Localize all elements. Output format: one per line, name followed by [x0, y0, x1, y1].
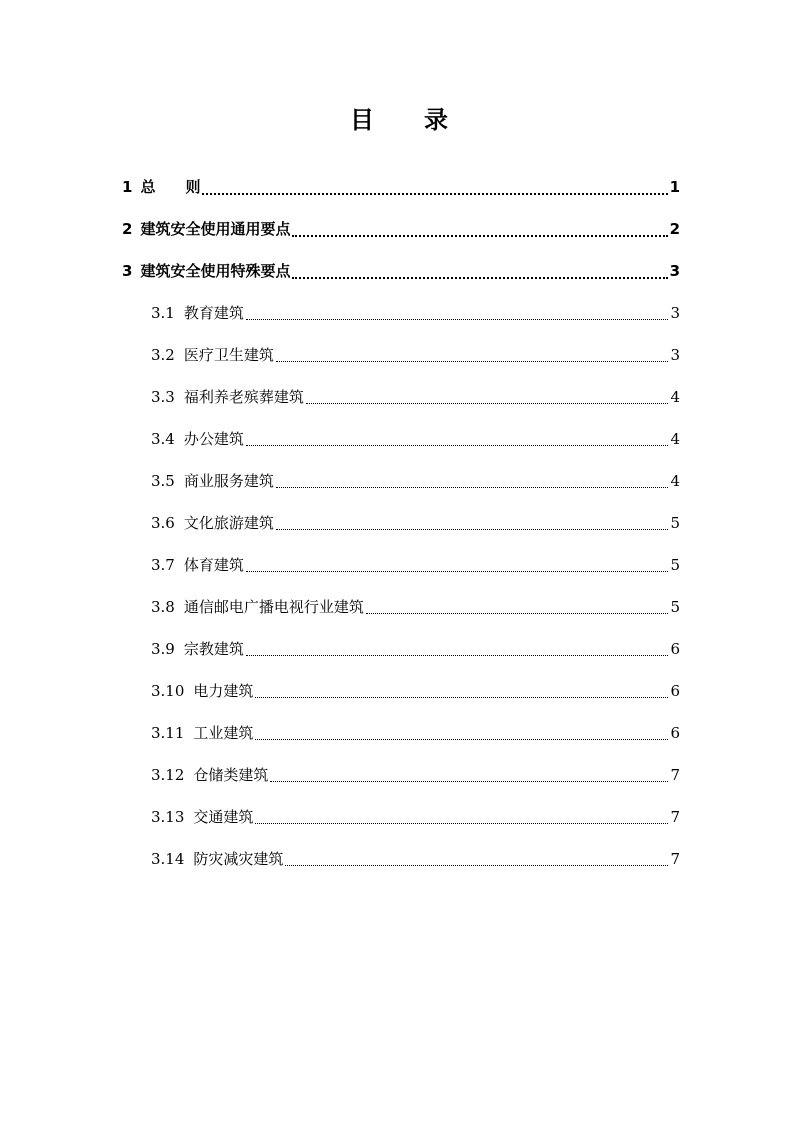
toc-entry-label: 宗教建筑 [183, 640, 244, 658]
toc-entry-label: 仓储类建筑 [193, 766, 269, 784]
toc-entry-number: 1 [122, 178, 133, 196]
dot-leader [292, 263, 667, 279]
toc-entry-page: 4 [670, 430, 680, 448]
toc-entry-page: 5 [670, 598, 680, 616]
toc-entry-label: 体育建筑 [183, 556, 244, 574]
dot-leader [255, 809, 668, 824]
dot-leader [276, 515, 668, 530]
toc-entry-number: 3 [122, 262, 133, 280]
dot-leader [246, 641, 668, 656]
toc-entry-number: 3.14 [151, 850, 185, 868]
toc-entry-page: 3 [669, 262, 680, 280]
toc-entry-number: 3.10 [151, 682, 185, 700]
toc-subentry[interactable] [151, 343, 680, 367]
toc-entry-page: 6 [670, 724, 680, 742]
toc-entry-label: 文化旅游建筑 [183, 514, 274, 532]
toc-subentry[interactable] [151, 301, 680, 325]
dot-leader [246, 431, 668, 446]
toc-entry-number: 3.3 [151, 388, 175, 406]
toc-entry-label-part: 总 [140, 178, 156, 196]
toc-entry-page: 5 [670, 514, 680, 532]
toc-entry-page: 3 [670, 304, 680, 322]
toc-entry-label: 交通建筑 [193, 808, 254, 826]
toc-entry-number: 3.9 [151, 640, 175, 658]
dot-leader [276, 473, 668, 488]
toc-entry-number: 3.2 [151, 346, 175, 364]
toc-entry-number: 3.5 [151, 472, 175, 490]
toc-entry-page: 7 [670, 808, 680, 826]
toc-entry-number: 3.11 [151, 724, 185, 742]
toc-entry-label: 建筑安全使用通用要点 [140, 220, 291, 238]
toc-entry-label: 教育建筑 [183, 304, 244, 322]
toc-entry-label [140, 175, 200, 199]
toc-entry-label-part: 则 [185, 178, 201, 196]
dot-leader [292, 221, 667, 237]
toc-entry-label: 通信邮电广播电视行业建筑 [183, 598, 364, 616]
toc-entry-label: 工业建筑 [193, 724, 254, 742]
dot-leader [270, 767, 668, 782]
toc-entry-number: 3.8 [151, 598, 175, 616]
toc-entry-number: 3.7 [151, 556, 175, 574]
toc-entry-label: 电力建筑 [193, 682, 254, 700]
dot-leader [366, 599, 668, 614]
toc-entry-page: 3 [670, 346, 680, 364]
toc-subentry[interactable] [151, 637, 680, 661]
toc-entry-page: 6 [670, 640, 680, 658]
toc-subentry[interactable] [151, 805, 680, 829]
toc-entry[interactable] [122, 175, 680, 199]
dot-leader [255, 725, 668, 740]
toc-entry-label: 办公建筑 [183, 430, 244, 448]
dot-leader [255, 683, 668, 698]
toc-subentry[interactable] [151, 385, 680, 409]
dot-leader [306, 389, 668, 404]
toc-entry-label: 医疗卫生建筑 [183, 346, 274, 364]
toc-entry-label: 商业服务建筑 [183, 472, 274, 490]
toc-subentry[interactable] [151, 427, 680, 451]
toc-subentry[interactable] [151, 721, 680, 745]
toc-entry-page: 2 [669, 220, 680, 238]
dot-leader [276, 347, 668, 362]
page-title-part2: 录 [424, 106, 450, 134]
toc-subentry[interactable] [151, 553, 680, 577]
toc-entry-number: 3.1 [151, 304, 175, 322]
toc-entry-page: 7 [670, 766, 680, 784]
toc-subentry[interactable] [151, 763, 680, 787]
toc-entry[interactable] [122, 259, 680, 283]
toc-entry-page: 4 [670, 388, 680, 406]
dot-leader [246, 557, 668, 572]
toc-entry-page: 7 [670, 850, 680, 868]
toc-subentry[interactable] [151, 469, 680, 493]
toc-entry-page: 4 [670, 472, 680, 490]
toc-entry-label: 建筑安全使用特殊要点 [140, 262, 291, 280]
toc-subentry[interactable] [151, 679, 680, 703]
toc-subentry[interactable] [151, 511, 680, 535]
toc-entry-number: 3.13 [151, 808, 185, 826]
toc-subentry[interactable] [151, 847, 680, 871]
toc-entry-label: 防灾减灾建筑 [193, 850, 284, 868]
toc-entry-page: 6 [670, 682, 680, 700]
toc-entry-label: 福利养老殡葬建筑 [183, 388, 304, 406]
toc-entry-number: 3.12 [151, 766, 185, 784]
toc-entry-number: 3.6 [151, 514, 175, 532]
toc-subentry[interactable] [151, 595, 680, 619]
dot-leader [202, 179, 667, 195]
toc-entry-number: 2 [122, 220, 133, 238]
toc-entry-page: 1 [669, 178, 680, 196]
toc-entry-number: 3.4 [151, 430, 175, 448]
page-title [0, 100, 800, 135]
dot-leader [285, 851, 668, 866]
page-title-part1: 目 [350, 106, 376, 134]
toc-entry[interactable] [122, 217, 680, 241]
dot-leader [246, 305, 668, 320]
toc-entry-page: 5 [670, 556, 680, 574]
